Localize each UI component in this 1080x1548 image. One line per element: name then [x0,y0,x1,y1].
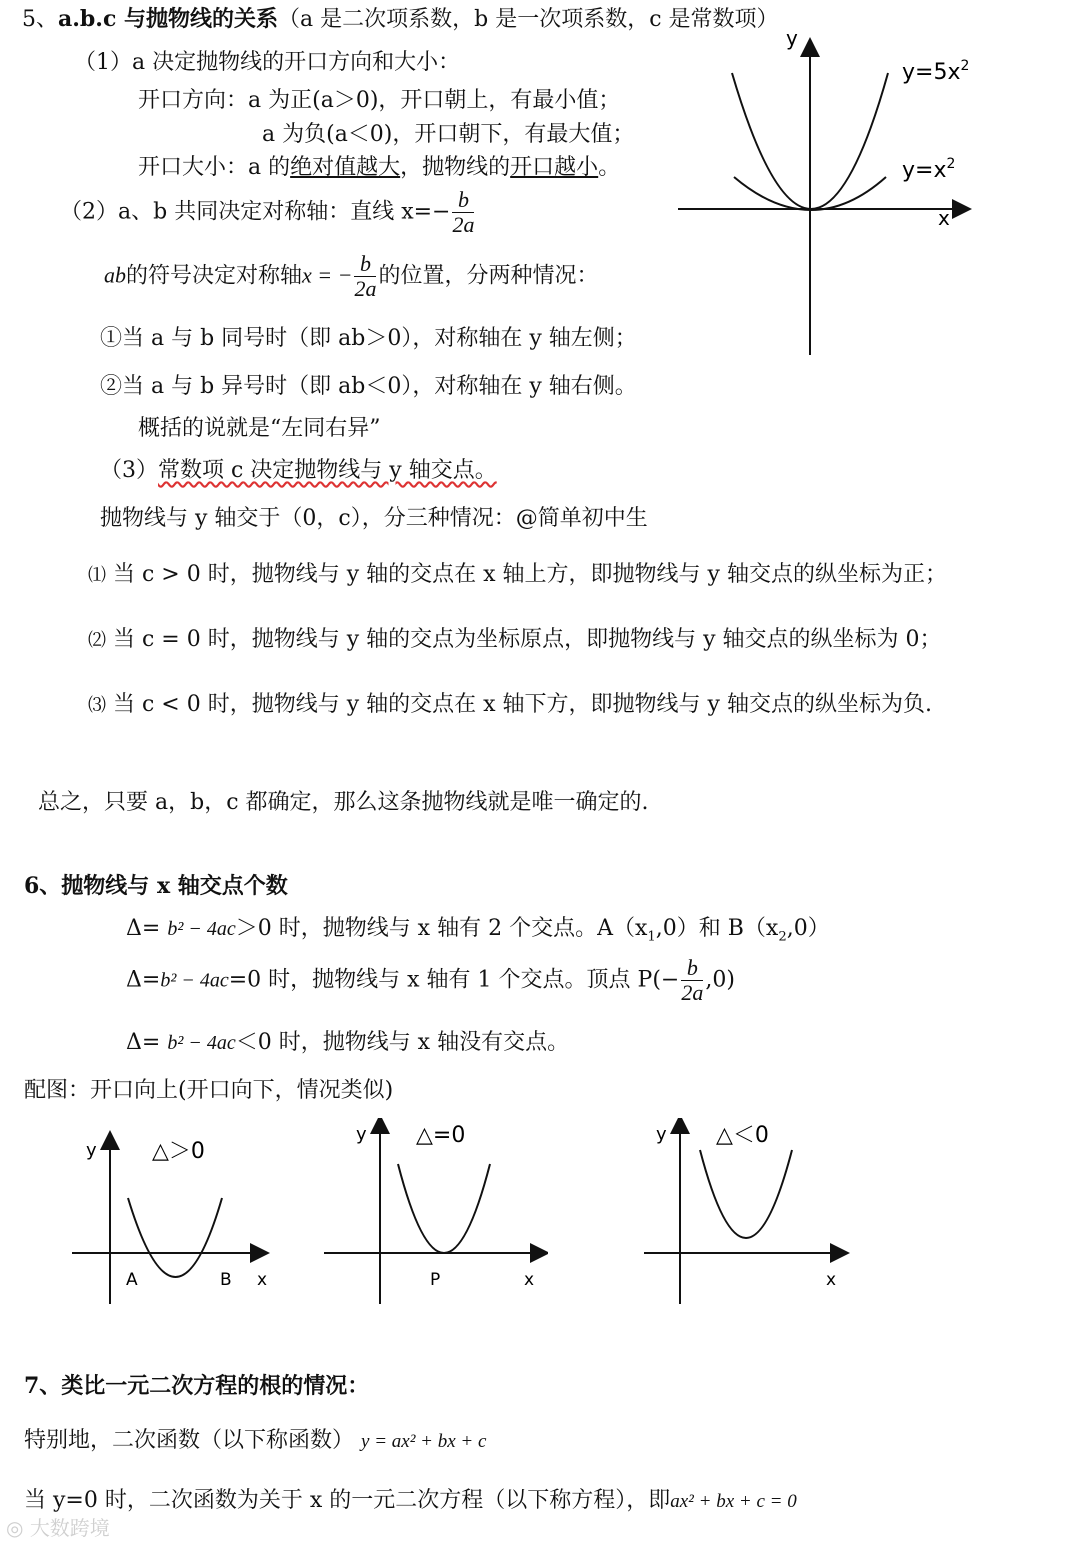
direction-label: 开口方向： [138,88,249,113]
direction-positive: a 为正(a＞0)，开口朝上，有最小值； [248,88,621,113]
vertex-fraction [681,956,703,1005]
section7-title: 7、类比一元二次方程的根的情况： [24,1373,370,1399]
graph-delta-positive [62,1118,277,1308]
vertex-paren-close: ,0) [705,967,735,993]
direction-line1 [138,88,620,114]
c-case-2 [88,627,942,653]
function-expression: y = ax² + bx + c [361,1431,487,1452]
graph-delta-zero [318,1118,548,1308]
g1-y-label: y [86,1140,97,1161]
section-title-note: （a 是二次项系数，b 是一次项系数，c 是常数项） [278,7,779,32]
size-underlined-1: 绝对值越大 [290,155,401,180]
label-x2 [902,156,955,183]
g2-y-label: y [356,1124,367,1145]
section7-line1 [24,1428,486,1454]
discriminant-2: b² − 4ac [160,969,229,992]
label-x2-exp: 2 [946,156,956,172]
discriminant-3: b² − 4ac [167,1032,236,1054]
delta-zero [126,956,735,1005]
g2-x-label: x [524,1270,535,1290]
equation-intro: 当 y=0 时，二次函数为关于 x 的一元二次方程（以下称方程），即 [24,1488,671,1513]
g2-parabola [398,1164,490,1253]
watermark-text: 大数跨境 [29,1516,110,1540]
delta-symbol-2: Δ= [126,967,161,993]
ab-text: 的符号决定对称轴 [126,263,303,289]
g2-point-p: P [430,1270,441,1290]
c-case-3 [88,692,932,718]
label-5x2-exp: 2 [960,58,970,74]
ab-sign-line [104,252,599,301]
delta-negative-text: ＜0 时，抛物线与 x 轴没有交点。 [235,1030,570,1055]
g1-parabola [128,1198,222,1277]
delta-positive-mid: ,0）和 B（x [655,916,779,941]
discriminant-1: b² − 4ac [167,918,236,940]
delta-symbol-1: Δ= [126,916,161,941]
point3-line: 抛物线与 y 轴交于（0，c），分三种情况：@简单初中生 [100,506,648,531]
c-case-2-text: 当 c = 0 时，抛物线与 y 轴的交点为坐标原点，即抛物线与 y 轴交点的纵坐标为 0； [113,627,942,652]
conclusion: 总之，只要 a，b，c 都确定，那么这条抛物线就是唯一确定的. [38,790,649,815]
sub-1: 1 [647,929,656,945]
g3-title: △＜0 [716,1123,769,1148]
summary-line: 概括的说就是“左同右异” [138,416,381,441]
g2-title: △=0 [416,1123,466,1148]
delta-positive-text: ＞0 时，抛物线与 x 轴有 2 个交点。A（x [235,916,648,941]
ab-fraction [354,252,376,301]
section7-line2 [24,1488,797,1514]
size-text-pre: a 的 [248,155,291,180]
axis-of-symmetry-text: 对称轴：直线 x=− [262,199,451,225]
graph-delta-negative [640,1118,850,1308]
function-intro: 特别地，二次函数（以下称函数） [24,1428,355,1453]
vertex-paren-open: (− [652,967,680,993]
vertex-denominator: 2a [681,980,704,1006]
size-underlined-2: 开口越小 [510,155,599,180]
ab-symbol: ab [104,262,126,288]
g1-title: △＞0 [152,1139,205,1164]
c-case-1-num: ⑴ [88,565,106,586]
label-5x2-base: y=5x [902,60,961,85]
section-number: 5、 [22,7,58,32]
watermark-icon: ◎ [6,1516,30,1540]
point2-prefix: （2）a、b 共同决定 [60,199,263,225]
ab-text-post: 的位置，分两种情况： [378,263,599,289]
delta-negative [126,1030,569,1056]
fraction-denominator: 2a [452,212,475,238]
b-over-2a-fraction [452,188,474,237]
direction-line2: a 为负(a＜0)，开口朝下，有最大值； [262,122,635,147]
g1-x-label: x [257,1270,268,1290]
c-case-1 [88,562,947,588]
point1-heading: （1）a 决定抛物线的开口方向和大小： [74,50,461,75]
g1-point-a: A [126,1270,138,1290]
fraction-numerator: b [452,188,474,213]
section-title-bold: a.b.c 与抛物线的关系 [58,6,279,32]
size-label: 开口大小： [138,155,249,180]
size-text-end: 。 [598,155,621,180]
ab-fraction-denominator: 2a [354,276,377,302]
c-case-2-num: ⑵ [88,630,106,651]
equation-expression: ax² + bx + c = 0 [670,1491,797,1512]
delta-positive [126,916,830,945]
label-5x2 [902,58,969,85]
section5-title [22,6,779,33]
point3-heading [100,458,497,484]
x-axis-label: x [938,206,950,230]
g3-x-label: x [826,1270,837,1290]
sub-2: 2 [778,929,787,945]
g1-point-b: B [220,1270,232,1290]
point3-number: （3） [100,458,158,483]
delta-zero-text: =0 时，抛物线与 x 轴有 1 个交点。顶点 P [228,967,653,993]
figure-caption: 配图：开口向上(开口向下，情况类似) [24,1078,394,1103]
y-axis-label: y [786,26,798,50]
vertex-numerator: b [681,956,703,981]
opening-size-line [138,155,620,181]
label-x2-base: y=x [902,158,947,183]
parabola-comparison-graph [670,25,990,365]
c-case-3-text: 当 c < 0 时，抛物线与 y 轴的交点在 x 轴下方，即抛物线与 y 轴交点的纵坐标为负. [113,692,932,717]
c-case-1-text: 当 c > 0 时，抛物线与 y 轴的交点在 x 轴上方，即抛物线与 y 轴交点的纵坐标为正； [113,562,947,587]
delta-positive-end: ,0） [786,916,830,941]
g3-parabola [700,1150,792,1238]
delta-symbol-3: Δ= [126,1030,161,1055]
case-same-sign: ①当 a 与 b 同号时（即 ab＞0），对称轴在 y 轴左侧； [100,326,637,351]
x-equals: x = − [302,262,353,288]
watermark-logo [6,1512,110,1541]
section6-title: 6、抛物线与 x 轴交点个数 [24,873,288,899]
point2-line [60,188,476,237]
point3-main: 常数项 c 决定抛物线与 y 轴交点。 [158,458,497,483]
size-text-mid: ，抛物线的 [400,155,511,180]
case-opposite-sign: ②当 a 与 b 异号时（即 ab＜0），对称轴在 y 轴右侧。 [100,374,637,399]
ab-fraction-numerator: b [354,252,376,277]
g3-y-label: y [656,1124,667,1145]
c-case-3-num: ⑶ [88,695,106,716]
